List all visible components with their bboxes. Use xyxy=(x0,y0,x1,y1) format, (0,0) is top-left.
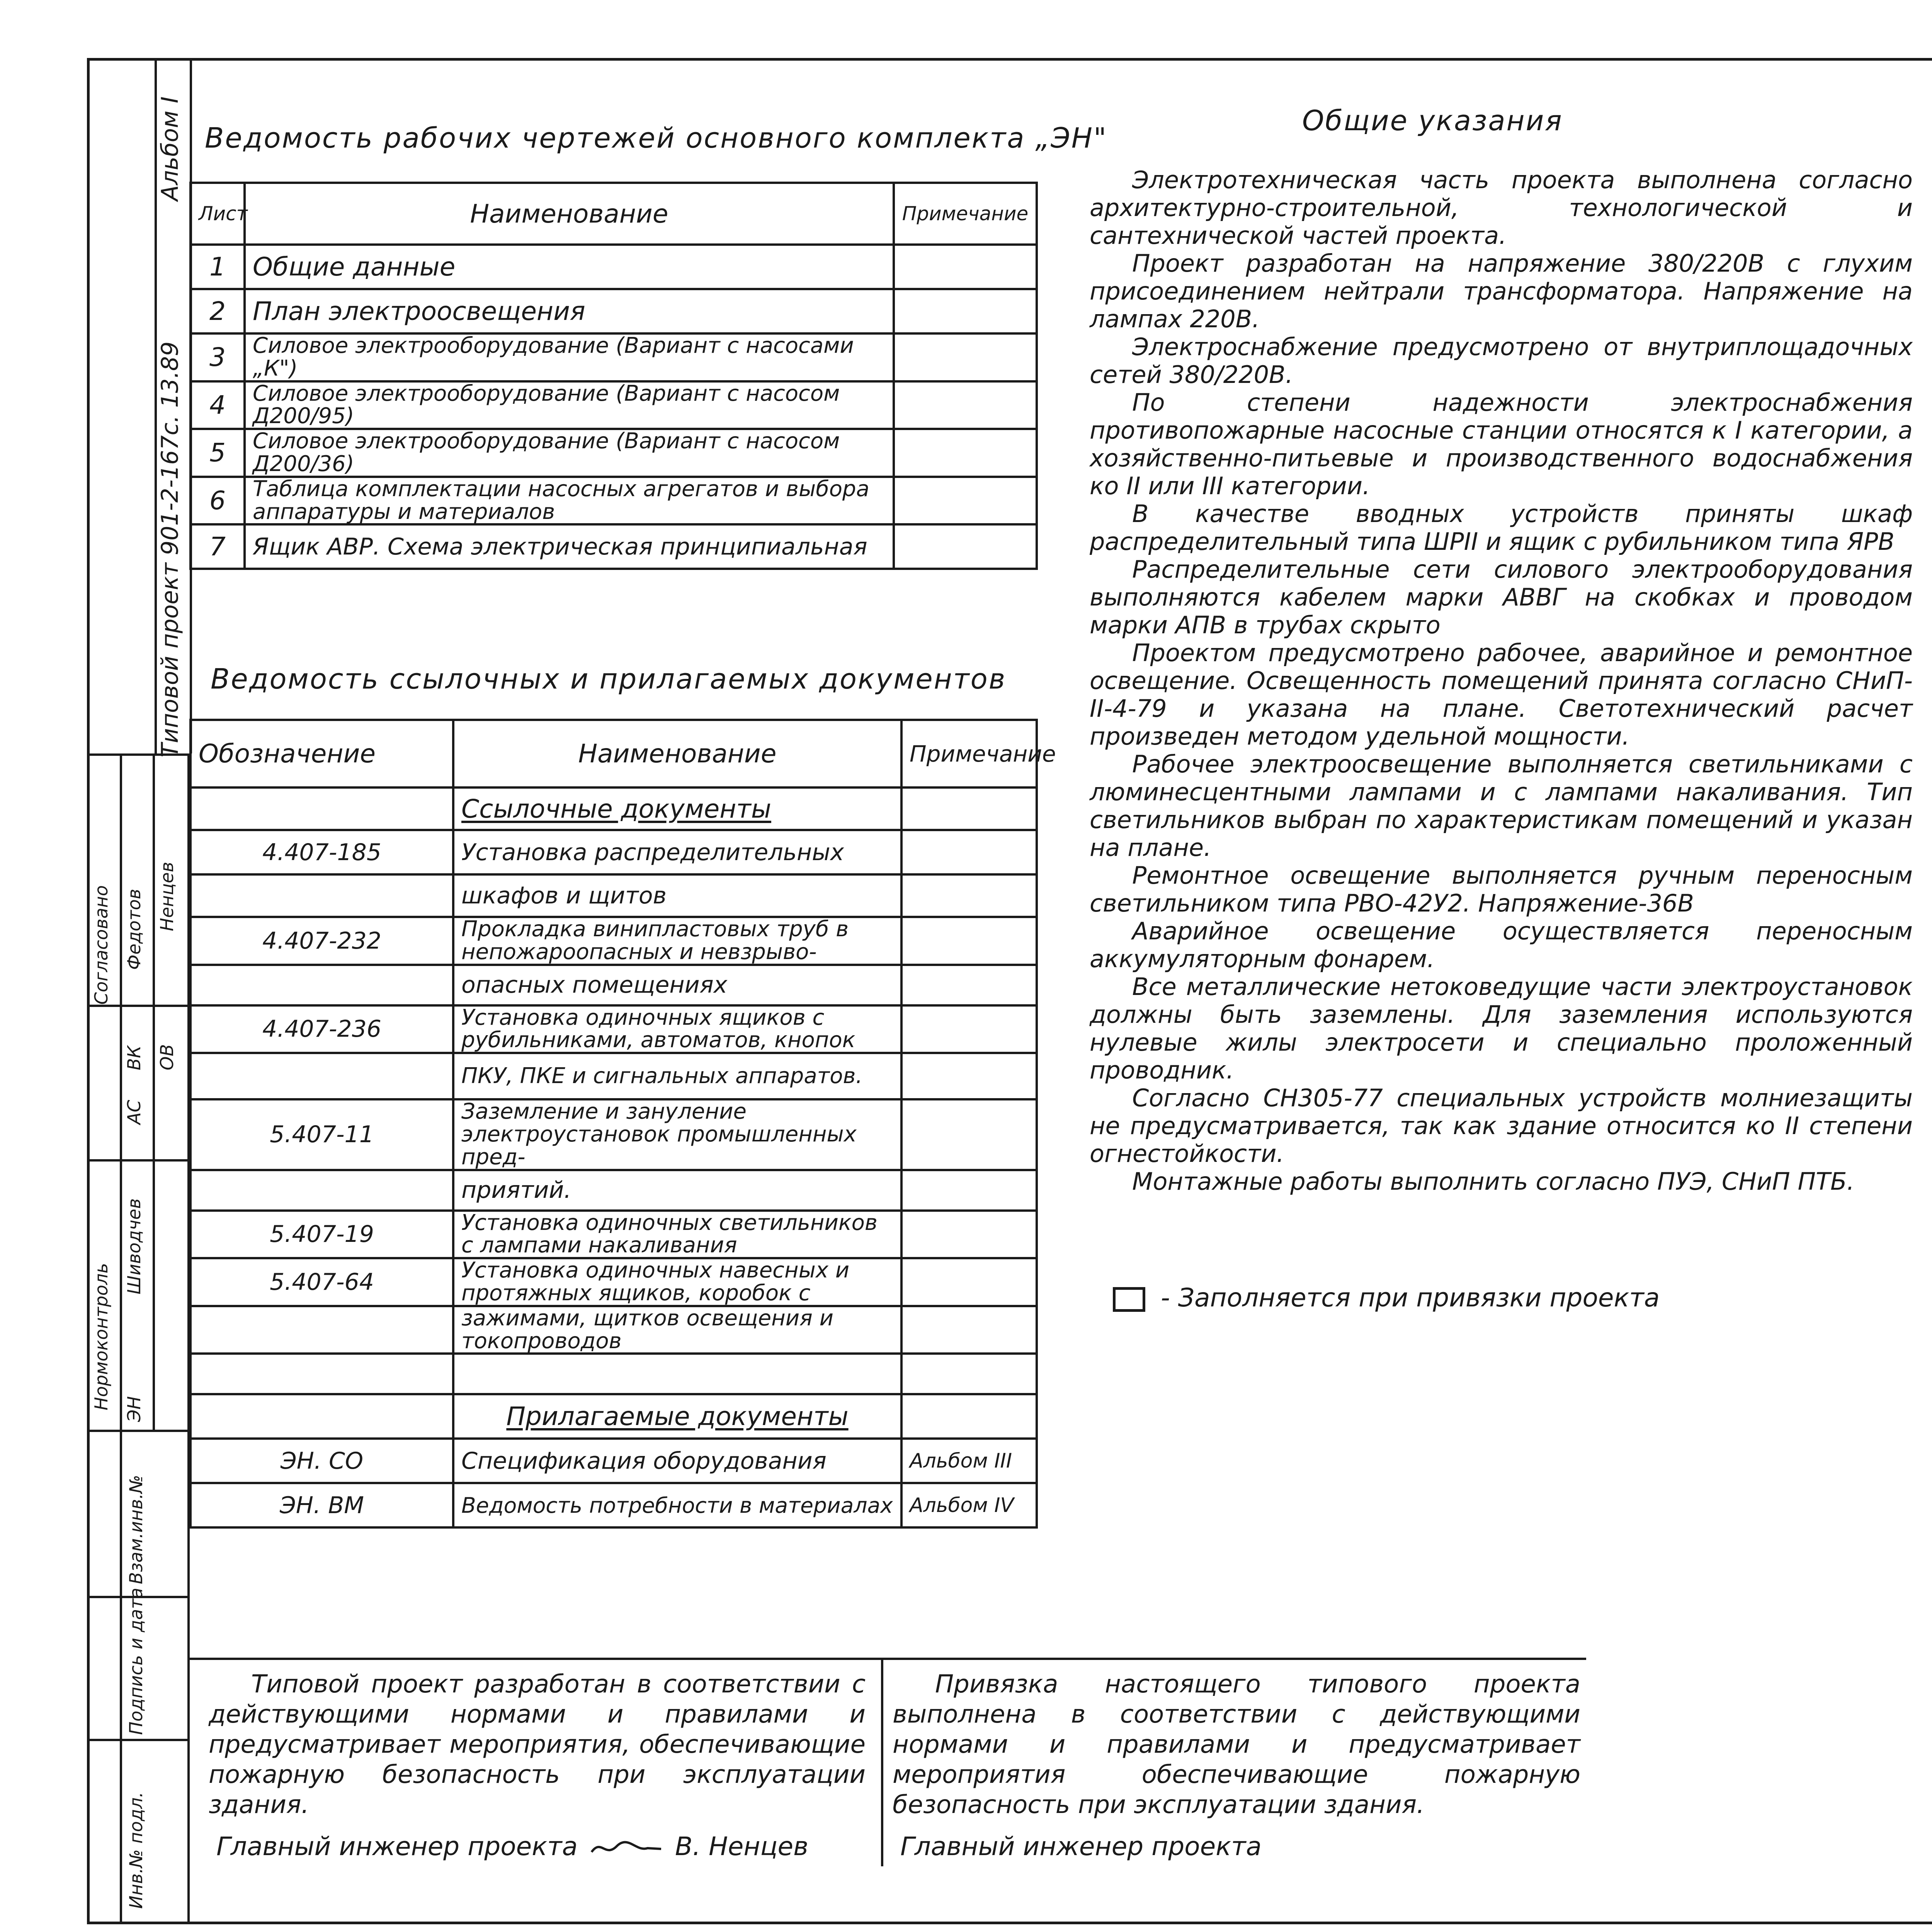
table-row: 5 Силовое электрооборудование (Вариант с насосом Д200/36) xyxy=(190,429,1037,477)
table-row: опасных помещениях xyxy=(190,965,1037,1005)
drawings-table xyxy=(189,182,1038,570)
refs-list-title: Ведомость ссылочных и прилагаемых документов xyxy=(211,663,1007,695)
chief-engineer-left: Главный инженер проекта В. Ненцев xyxy=(216,1832,808,1861)
table-row: приятий. xyxy=(190,1170,1037,1211)
table-row: ЭН. ВМ Ведомость потребности в материалах Альбом IV xyxy=(190,1483,1037,1527)
table-row: ПКУ, ПКЕ и сигнальных аппаратов. xyxy=(190,1053,1037,1099)
col-sheet: Лист xyxy=(190,183,245,245)
strip-label-replace-inv: Взам.инв.№ xyxy=(126,1475,146,1584)
strip-name-1: Федотов xyxy=(124,889,145,970)
note-paragraph: Проект разработан на напряжение 380/220В с глухим присоединением нейтрали трансформатора. Напряжение на лампах 220В. xyxy=(1090,249,1913,333)
strip-name-3: Шиводчев xyxy=(124,1198,145,1294)
note-paragraph: Рабочее электроосвещение выполняется светильниками с люминесцентными лампами и с лампами накаливания. Тип светильников выбран по характеристикам помещений и указан на плане. xyxy=(1090,750,1913,862)
table-row: 4.407-236 Установка одиночных ящиков с рубильниками, автоматов, кнопок xyxy=(190,1005,1037,1053)
col-ref-note: Примечание xyxy=(901,720,1037,787)
drawings-list-title: Ведомость рабочих чертежей основного комплекта „ЭН" xyxy=(205,122,1108,154)
strip-label-signature-date: Подпись и дата xyxy=(126,1587,146,1735)
typical-project-note: Типовой проект разработан в соответствии с действующими нормами и правилами и предусматривает мероприятия, обеспечивающие пожарную безопасность при эксплуатации здания. xyxy=(209,1670,866,1819)
bottom-notes-line xyxy=(187,1658,1586,1660)
table-row: зажимами, щитков освещения и токопроводов xyxy=(190,1306,1037,1354)
general-title: Общие указания xyxy=(1302,104,1563,137)
legend-square-icon xyxy=(1113,1287,1145,1312)
col-code: Обозначение xyxy=(190,720,453,787)
note-paragraph: Все металлические нетоковедущие части электроустановок должны быть заземлены. Для заземления используются нулевые жилы электросети и специально проложенный проводник. xyxy=(1090,973,1913,1084)
note-paragraph: Аварийное освещение осуществляется переносным аккумуляторным фонарем. xyxy=(1090,917,1913,973)
strip-label-normcontrol: Нормоконтроль xyxy=(91,1263,112,1410)
note-paragraph: Монтажные работы выполнить согласно ПУЭ, СНиП ПТБ. xyxy=(1132,1167,1855,1196)
table-row: 1 Общие данные xyxy=(190,245,1037,289)
table-row: 2 План электроосвещения xyxy=(190,289,1037,333)
project-code-vertical: Типовой проект 901-2-167с. 13.89 xyxy=(156,341,184,757)
note-paragraph: В качестве вводных устройств приняты шкаф распределительный типа ШРII и ящик с рубильником типа ЯРВ xyxy=(1090,500,1913,556)
table-row: 4.407-185 Установка распределительных xyxy=(190,830,1037,874)
album-label: Альбом I xyxy=(156,96,184,201)
bottom-notes-divider xyxy=(881,1658,883,1866)
table-row: 7 Ящик АВР. Схема электрическая принципиальная xyxy=(190,524,1037,569)
strip-name-2: Ненцев xyxy=(156,862,177,931)
note-paragraph: Электроснабжение предусмотрено от внутриплощадочных сетей 380/220В. xyxy=(1090,333,1913,389)
note-paragraph: Распределительные сети силового электрооборудования выполняются кабелем марки АВВГ на скобках и проводом марки АПВ в трубах скрыто xyxy=(1090,555,1913,639)
table-row: 3 Силовое электрооборудование (Вариант с насосами „К") xyxy=(190,333,1037,381)
strip-mark-en: ЭН xyxy=(124,1396,145,1422)
chief-engineer-right: Главный инженер проекта xyxy=(900,1832,1262,1861)
section-attached: Прилагаемые документы xyxy=(453,1394,901,1439)
col-ref-name: Наименование xyxy=(453,720,901,787)
legend-fill-on-binding: - Заполняется при привязки проекта xyxy=(1113,1283,1660,1313)
table-row: шкафов и щитов xyxy=(190,874,1037,917)
strip-label-agreed: Согласовано xyxy=(91,885,112,1005)
strip-mark-vk: ВК xyxy=(124,1045,145,1070)
strip-label-inv-orig: Инв.№ подл. xyxy=(126,1792,146,1909)
section-ref: Ссылочные документы xyxy=(453,787,901,830)
left-strip xyxy=(87,753,190,1924)
strip-mark-ov: ОВ xyxy=(156,1044,177,1070)
col-name: Наименование xyxy=(245,183,894,245)
note-paragraph: Ремонтное освещение выполняется ручным переносным светильником типа РВО-42У2. Напряжение-36В xyxy=(1090,861,1913,917)
signature-icon xyxy=(590,1837,663,1860)
col-note: Примечание xyxy=(894,183,1037,245)
refs-table xyxy=(189,719,1056,1529)
table-row: 5.407-11 Заземление и зануление электроустановок промышленных пред- xyxy=(190,1099,1037,1170)
table-row: 4.407-232 Прокладка винипластовых труб в непожароопасных и невзрыво- xyxy=(190,917,1037,965)
strip-mark-as: АС xyxy=(124,1100,145,1124)
table-row: ЭН. СО Спецификация оборудования Альбом III xyxy=(190,1439,1037,1483)
table-row xyxy=(190,1354,1037,1394)
table-row: 4 Силовое электрооборудование (Вариант с насосом Д200/95) xyxy=(190,381,1037,429)
table-row: 5.407-64 Установка одиночных навесных и протяжных ящиков, коробок с xyxy=(190,1258,1037,1306)
note-paragraph: Согласно СН305-77 специальных устройств молниезащиты не предусматривается, так как здание относится ко II степени огнестойкости. xyxy=(1090,1084,1913,1168)
note-paragraph: Проектом предусмотрено рабочее, аварийное и ремонтное освещение. Освещенность помещений принята согласно СНиП-II-4-79 и указана на плане. Светотехнический расчет произведен методом удельной мощности. xyxy=(1090,639,1913,750)
table-row: 5.407-19 Установка одиночных светильников с лампами накаливания xyxy=(190,1211,1037,1259)
note-paragraph: По степени надежности электроснабжения противопожарные насосные станции относятся к I категории, а хозяйственно-питьевые и производственного водоснабжения ко II или III категории. xyxy=(1090,388,1913,500)
table-row: 6 Таблица комплектации насосных агрегатов и выбора аппаратуры и материалов xyxy=(190,477,1037,525)
note-paragraph: Электротехническая часть проекта выполнена согласно архитектурно-строительной, технологической и сантехнической частей проекта. xyxy=(1090,166,1913,250)
binding-project-note: Привязка настоящего типового проекта выполнена в соответствии с действующими нормами и правилами и предусматривает мероприятия обеспечивающие пожарную безопасность при эксплуатации здания. xyxy=(893,1670,1580,1819)
general-notes xyxy=(1090,166,1913,1196)
